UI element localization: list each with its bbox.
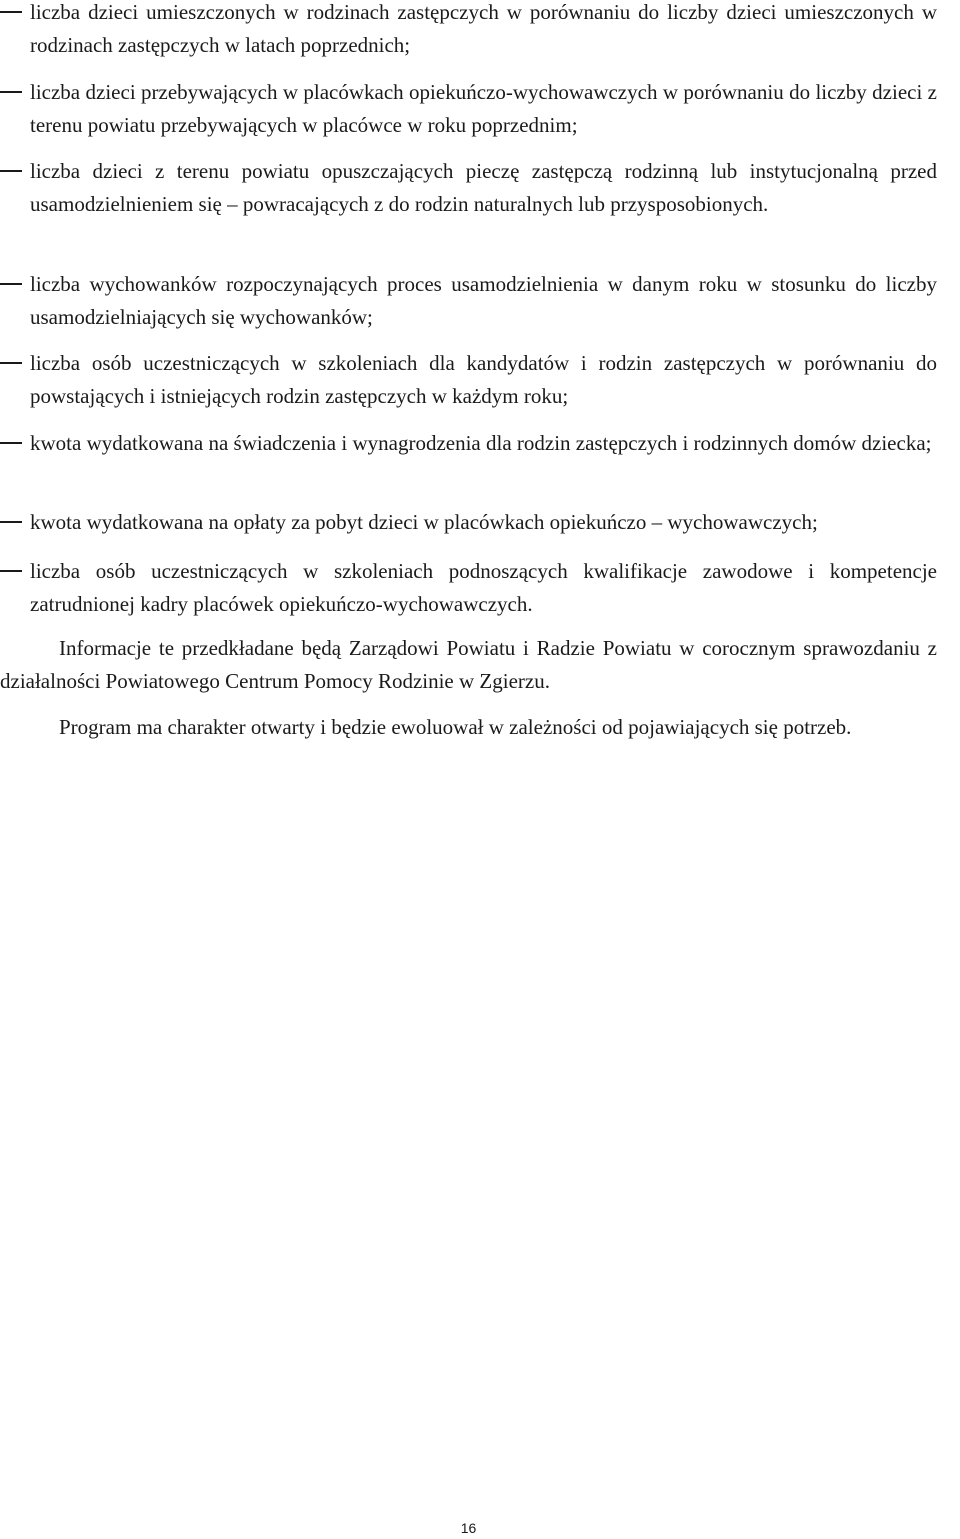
page-number: 16: [460, 1520, 477, 1536]
dash-bullet: [0, 521, 22, 523]
list-item-text: kwota wydatkowana na opłaty za pobyt dzieci w placówkach opiekuńczo – wychowawczych;: [30, 510, 818, 534]
list-item-text: liczba dzieci z terenu powiatu opuszczających pieczę zastępczą rodzinną lub instytucjonalną przed usamodzielnieniem się – powracających z do rodzin naturalnych lub przysposobionych.: [30, 159, 937, 216]
closing-paragraph: Informacje te przedkładane będą Zarządowi Powiatu i Radzie Powiatu w corocznym sprawozdaniu z działalności Powiatowego Centrum Pomocy Rodzinie w Zgierzu.: [0, 636, 937, 693]
dash-bullet: [0, 442, 22, 444]
dash-bullet: [0, 91, 22, 93]
list-item-text: liczba wychowanków rozpoczynających proces usamodzielnienia w danym roku w stosunku do liczby usamodzielniających się wychowanków;: [30, 272, 937, 329]
list-item-text: kwota wydatkowana na świadczenia i wynagrodzenia dla rodzin zastępczych i rodzinnych domów dziecka;: [30, 431, 932, 455]
dash-bullet: [0, 570, 22, 572]
list-item-text: liczba dzieci przebywających w placówkach opiekuńczo-wychowawczych w porównaniu do liczby dzieci z terenu powiatu przebywających w placówce w roku poprzednim;: [30, 80, 937, 137]
dash-bullet: [0, 283, 22, 285]
dash-bullet: [0, 170, 22, 172]
list-item-text: liczba osób uczestniczących w szkoleniach dla kandydatów i rodzin zastępczych w porównaniu do powstających i istniejących rodzin zastępczych w każdym roku;: [30, 351, 937, 408]
dash-bullet: [0, 362, 22, 364]
list-item-text: liczba dzieci umieszczonych w rodzinach zastępczych w porównaniu do liczby dzieci umieszczonych w rodzinach zastępczych w latach poprzednich;: [30, 0, 937, 57]
closing-paragraph: Program ma charakter otwarty i będzie ewoluował w zależności od pojawiających się potrzeb.: [59, 715, 852, 739]
dash-bullet: [0, 11, 22, 13]
list-item-text: liczba osób uczestniczących w szkoleniach podnoszących kwalifikacje zawodowe i kompetencje zatrudnionej kadry placówek opiekuńczo-wychowawczych.: [30, 559, 937, 616]
